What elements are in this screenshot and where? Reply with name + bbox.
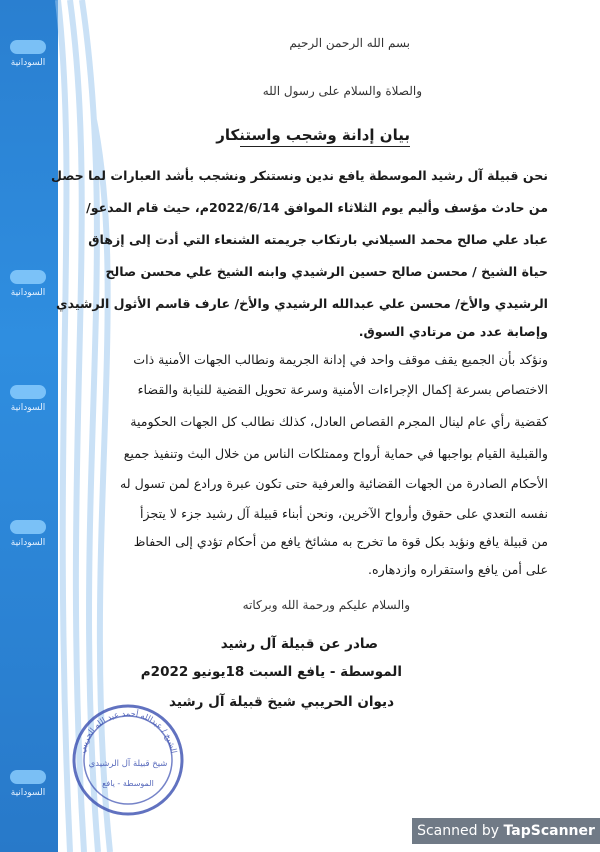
scanner-badge bbox=[412, 818, 600, 844]
watermark-text: السودانية bbox=[10, 403, 46, 413]
paragraph-line: عباد علي صالح محمد السيلاني بارتكاب جريمته الشنعاء التي أدت إلى إزهاق bbox=[88, 232, 548, 247]
scanner-prefix: Scanned by bbox=[417, 823, 504, 839]
salawat: والصلاة والسلام على رسول الله bbox=[262, 84, 422, 98]
basmala: بسم الله الرحمن الرحيم bbox=[289, 36, 410, 50]
paragraph-line: حياة الشيخ / محسن صالح حسين الرشيدي وابنه الشيخ علي محسن صالح bbox=[105, 264, 548, 279]
paragraph-line: نفسه التعدي على حقوق وأرواح الآخرين، ونحن أبناء قبيلة آل رشيد جزء لا يتجزأ bbox=[140, 506, 548, 521]
paragraph-line: من قبيلة يافع ونؤيد بكل قوة ما تخرج به مشائخ يافع من أحكام تؤدي إلى الحفاظ bbox=[133, 534, 548, 549]
title-underline bbox=[240, 146, 410, 147]
stamp-text: شيخ قبيلة آل الرشيدي bbox=[88, 759, 168, 769]
signature-line: الموسطة - يافع السبت 18يونيو 2022م bbox=[140, 664, 402, 680]
document-title: بيان إدانة وشجب واستنكار bbox=[216, 126, 410, 144]
watermark-text: السودانية bbox=[10, 538, 46, 548]
paragraph-line: الأحكام الصادرة من الجهات القضائية والعرفية حتى تكون عبرة ورادع لمن تسول له bbox=[120, 476, 548, 491]
paragraph-line: والقبلية القيام بواجبها في حماية أرواح وممتلكات الناس من خلال البث وتنفيذ جميع bbox=[123, 446, 548, 461]
paragraph-line: وإصابة عدد من مرتادي السوق. bbox=[358, 324, 548, 339]
watermark-text: السودانية bbox=[10, 288, 46, 298]
official-stamp bbox=[68, 700, 188, 820]
closing-greeting: والسلام عليكم ورحمة الله وبركاته bbox=[242, 598, 410, 612]
paragraph-line: ونؤكد بأن الجميع يقف موقف واحد في إدانة الجريمة ونطالب الجهات الأمنية ذات bbox=[133, 352, 548, 367]
scanner-brand: TapScanner bbox=[503, 823, 595, 839]
paragraph-line: الاختصاص بسرعة إكمال الإجراءات الأمنية وسرعة تحويل القضية للنيابة والقضاء bbox=[137, 382, 548, 397]
paragraph-line: من حادث مؤسف وأليم يوم الثلاثاء الموافق 2022/6/14م، حيث قام المدعو/ bbox=[86, 200, 548, 215]
stamp-text: الموسطة - يافع bbox=[102, 779, 154, 788]
signature-line: صادر عن قبيلة آل رشيد bbox=[220, 636, 378, 652]
paragraph-line: نحن قبيلة آل رشيد الموسطة يافع ندين ونستنكر ونشجب بأشد العبارات لما حصل bbox=[51, 168, 548, 183]
stamp-text: الشيخ / عبدالله أحمد عبد الله الحريبي bbox=[77, 708, 179, 754]
watermark-text: السودانية bbox=[10, 58, 46, 68]
paragraph-line: الرشيدي والأخ/ محسن علي عبدالله الرشيدي والأخ/ عارف قاسم الأثول الرشيدي bbox=[56, 296, 548, 311]
paragraph-line: على أمن يافع واستقراره وازدهاره. bbox=[368, 562, 548, 577]
watermark-text: السودانية bbox=[10, 788, 46, 798]
signature-line: ديوان الحريبي شيخ قبيلة آل رشيد bbox=[169, 694, 394, 710]
paragraph-line: كقضية رأي عام لينال المجرم القصاص العادل، كذلك نطالب كل الجهات الحكومية bbox=[130, 414, 548, 429]
svg-text:الشيخ / عبدالله أحمد عبد الله bbox=[78, 709, 179, 754]
